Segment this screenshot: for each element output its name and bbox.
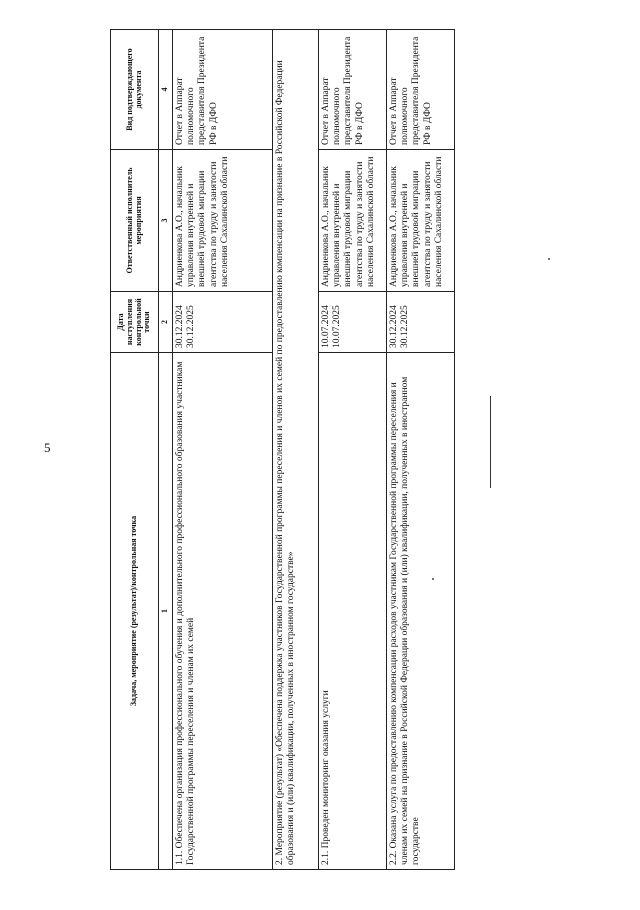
cell-task: 2.1. Проведен мониторинг оказания услуги [319,353,387,870]
cell-responsible: Андриенкова А.О., начальник управления внутренней и внешней трудовой миграции агентства по труду и занятости населения Сахалинской области [319,150,387,292]
table-row [273,30,319,870]
cell-document-type: Отчет в Аппарат полномочного представителя Президента РФ в ДФО [173,30,273,150]
cell-document-type: Отчет в Аппарат полномочного представителя Президента РФ в ДФО [319,30,387,150]
table-header-row [111,30,159,870]
header-date: Дата наступления контрольной точки [111,292,159,353]
cell-responsible: Андриенкова А.О., начальник управления внутренней и внешней трудовой миграции агентства по труду и занятости населения Сахалинской области [173,150,273,292]
vertical-rule [490,396,491,488]
table-row [173,30,273,870]
scan-speck [548,258,550,260]
cell-task: 2.2. Оказана услуга по предоставлению компенсации расходов участникам Государственной программы переселения и членам их семей на признание в Российской Федерации образования и (или) квалификации, полученных в иностранном государстве [387,353,455,870]
column-number-row [159,30,173,870]
column-number: 4 [159,30,173,150]
header-document-type: Вид подтверждающего документа [111,30,159,150]
cell-section-heading: 2. Мероприятие (результат) «Обеспечена поддержка участников Государственной программы переселения и членов их семей по предоставлению компенсации на признание в Российской Федерации образования и (или) квалификации, полученных в иностранном государстве» [273,30,319,870]
cell-document-type: Отчет в Аппарат полномочного представителя Президента РФ в ДФО [387,30,455,150]
cell-date: 10.07.2024 10.07.2025 [319,292,387,353]
cell-responsible: Андриенкова А.О., начальник управления внутренней и внешней трудовой миграции агентства по труду и занятости населения Сахалинской области [387,150,455,292]
header-task: Задача, мероприятие (результат)/контрольная точка [111,353,159,870]
column-number: 2 [159,292,173,353]
column-number: 1 [159,353,173,870]
table-row [387,30,455,870]
cell-date: 30.12.2024 30.12.2025 [173,292,273,353]
table-row [319,30,387,870]
cell-task: 1.1. Обеспечена организация профессионального обучения и дополнительного профессионального образования участникам Государственной программы переселения и членам их семей [173,353,273,870]
page-number: 5 [44,440,51,455]
column-number: 3 [159,150,173,292]
control-points-table [110,29,455,870]
rotated-table-container [110,30,444,870]
cell-date: 30.12.2024 30.12.2025 [387,292,455,353]
header-responsible: Ответственный исполнитель мероприятия [111,150,159,292]
